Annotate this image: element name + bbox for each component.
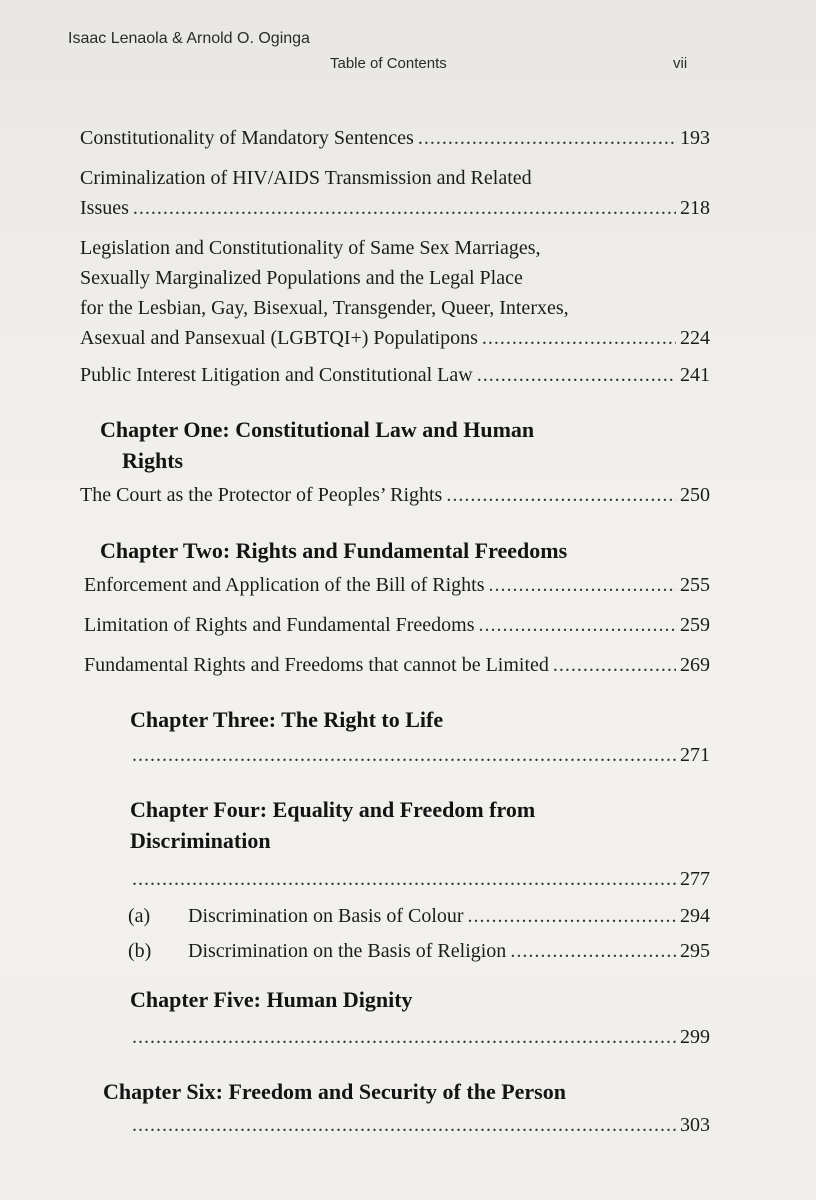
chapter-heading xyxy=(130,984,413,1015)
toc-entry-label: (a) xyxy=(128,905,151,927)
toc-entry-page: 303 xyxy=(680,1114,710,1136)
toc-entry xyxy=(84,650,710,680)
toc-entry xyxy=(128,901,710,931)
toc-entry-page: 250 xyxy=(680,484,710,506)
chapter-heading xyxy=(130,794,535,856)
toc-entry xyxy=(80,123,710,153)
toc-entry-title: Public Interest Litigation and Constitutional Law xyxy=(80,364,473,386)
toc-entry-page: 255 xyxy=(680,574,710,596)
toc-entry xyxy=(132,1110,710,1140)
dot-leader xyxy=(446,480,676,510)
toc-entry-page: 193 xyxy=(680,127,710,149)
chapter-heading-line: Chapter Five: Human Dignity xyxy=(130,987,413,1012)
dot-leader xyxy=(132,740,676,770)
dot-leader xyxy=(482,323,676,353)
dot-leader xyxy=(510,936,676,966)
toc-entry xyxy=(84,570,710,600)
chapter-heading-line: Chapter Four: Equality and Freedom from xyxy=(130,797,536,822)
dot-leader xyxy=(132,1022,676,1052)
toc-entry-label: (b) xyxy=(128,940,152,962)
dot-leader xyxy=(132,864,676,894)
toc-entry-title-line: for the Lesbian, Gay, Bisexual, Transgender, Queer, Interxes, xyxy=(80,297,569,319)
dot-leader xyxy=(468,901,676,931)
chapter-heading xyxy=(100,414,534,476)
toc-entry-title-line: Asexual and Pansexual (LGBTQI+) Populatipons xyxy=(80,327,478,349)
dot-leader xyxy=(133,193,676,223)
toc-entry xyxy=(132,1022,710,1052)
chapter-heading-line: Rights xyxy=(122,448,184,473)
toc-entry-title-line: Legislation and Constitutionality of Same Sex Marriages, xyxy=(80,237,541,259)
toc-entry xyxy=(132,864,710,894)
toc-entry-page: 241 xyxy=(680,364,710,386)
toc-entry-title: Constitutionality of Mandatory Sentences xyxy=(80,127,414,149)
dot-leader xyxy=(132,1110,676,1140)
toc-entry-page: 277 xyxy=(680,868,710,890)
dot-leader xyxy=(479,610,676,640)
chapter-heading-line: Chapter Three: The Right to Life xyxy=(130,707,444,732)
toc-entry-page: 295 xyxy=(680,940,710,962)
dot-leader xyxy=(477,360,676,390)
toc-entry xyxy=(80,163,710,223)
toc-entry-page: 269 xyxy=(680,654,710,676)
toc-entry-page: 271 xyxy=(680,744,710,766)
toc-entry-page: 259 xyxy=(680,614,710,636)
chapter-heading-line: Chapter One: Constitutional Law and Human xyxy=(100,417,535,442)
running-header-page-number: vii xyxy=(673,55,688,72)
toc-entry-page: 218 xyxy=(680,197,710,219)
running-header-section: Table of Contents xyxy=(330,55,447,72)
chapter-heading-line: Chapter Two: Rights and Fundamental Freedoms xyxy=(100,538,568,563)
chapter-heading xyxy=(103,1076,566,1107)
toc-entry-title-line: Sexually Marginalized Populations and the Legal Place xyxy=(80,267,523,289)
toc-entry-page: 299 xyxy=(680,1026,710,1048)
dot-leader xyxy=(553,650,676,680)
toc-entry xyxy=(128,936,710,966)
toc-entry xyxy=(80,233,710,353)
toc-entry-title: Limitation of Rights and Fundamental Freedoms xyxy=(84,614,475,636)
toc-entry xyxy=(132,740,710,770)
running-header-authors: Isaac Lenaola & Arnold O. Oginga xyxy=(68,30,310,47)
toc-entry-title: Discrimination on Basis of Colour xyxy=(188,905,464,927)
toc-entry-page: 294 xyxy=(680,905,710,927)
chapter-heading xyxy=(130,704,443,735)
dot-leader xyxy=(488,570,676,600)
toc-entry-title-line: Issues xyxy=(80,197,129,219)
toc-entry xyxy=(80,480,710,510)
toc-entry-page: 224 xyxy=(680,327,710,349)
toc-entry-title: Enforcement and Application of the Bill of Rights xyxy=(84,574,485,596)
toc-entry-title: The Court as the Protector of Peoples’ Rights xyxy=(80,484,443,506)
dot-leader xyxy=(418,123,676,153)
toc-entry-title: Discrimination on the Basis of Religion xyxy=(188,940,507,962)
toc-entry-title-line: Criminalization of HIV/AIDS Transmission and Related xyxy=(80,167,532,189)
chapter-heading-line: Chapter Six: Freedom and Security of the Person xyxy=(103,1079,566,1104)
toc-entry xyxy=(84,610,710,640)
toc-entry xyxy=(80,360,710,390)
chapter-heading xyxy=(100,535,567,566)
chapter-heading-line: Discrimination xyxy=(130,828,271,853)
toc-entry-title: Fundamental Rights and Freedoms that cannot be Limited xyxy=(84,654,549,676)
